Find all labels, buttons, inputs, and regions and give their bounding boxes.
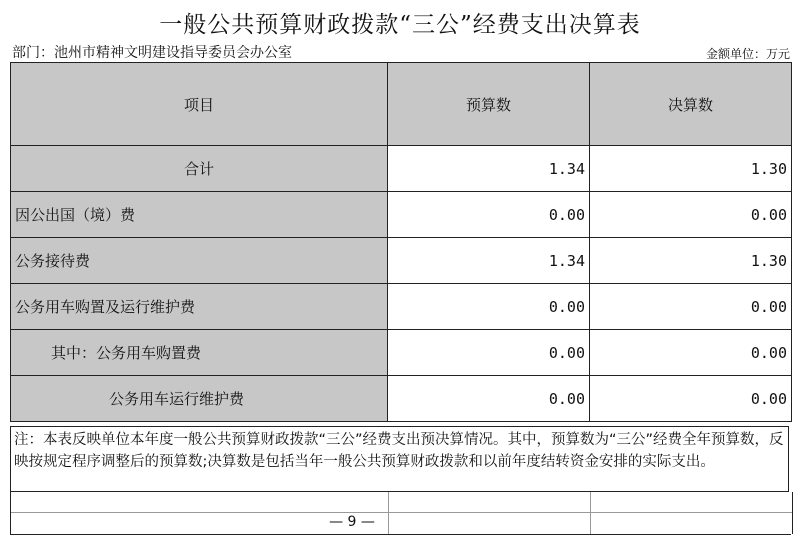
row-final: 1.30 xyxy=(590,238,792,284)
table-row xyxy=(11,284,792,330)
subheader xyxy=(12,44,790,62)
row-final: 0.00 xyxy=(590,284,792,330)
page-title: 一般公共预算财政拨款“三公”经费支出决算表 xyxy=(159,11,641,38)
row-label: 其中：公务用车购置费 xyxy=(11,330,388,376)
table-row xyxy=(11,192,792,238)
row-budget: 0.00 xyxy=(388,284,590,330)
row-final: 1.30 xyxy=(590,146,792,192)
row-label: 因公出国（境）费 xyxy=(11,192,388,238)
row-label: 公务用车购置及运行维护费 xyxy=(11,284,388,330)
department-label: 部门：池州市精神文明建设指导委员会办公室 xyxy=(12,45,292,61)
table-row xyxy=(11,238,792,284)
header-item: 项目 xyxy=(11,63,388,146)
row-final: 0.00 xyxy=(590,330,792,376)
page-number: — 9 — xyxy=(329,514,375,530)
bottom-border xyxy=(10,534,791,535)
table-row-total xyxy=(11,146,792,192)
row-budget: 0.00 xyxy=(388,192,590,238)
row-label: 公务接待费 xyxy=(11,238,388,284)
table-header-row xyxy=(11,63,792,146)
unit-label: 金额单位：万元 xyxy=(705,47,790,61)
header-final: 决算数 xyxy=(590,63,792,146)
row-budget: 0.00 xyxy=(388,376,590,422)
footer-divider xyxy=(11,512,792,513)
row-final: 0.00 xyxy=(590,376,792,422)
row-label: 合计 xyxy=(11,146,388,192)
table-row xyxy=(11,376,792,422)
row-label: 公务用车运行维护费 xyxy=(11,376,388,422)
row-budget: 1.34 xyxy=(388,238,590,284)
expense-table xyxy=(10,62,792,422)
header-budget: 预算数 xyxy=(388,63,590,146)
row-budget: 0.00 xyxy=(388,330,590,376)
footer-area xyxy=(10,492,793,534)
row-final: 0.00 xyxy=(590,192,792,238)
table-row xyxy=(11,330,792,376)
row-budget: 1.34 xyxy=(388,146,590,192)
footer-column-line xyxy=(590,492,591,534)
table-note: 注：本表反映单位本年度一般公共预算财政拨款“三公”经费支出预决算情况。其中，预算数为“三公”经费全年预算数，反映按规定程序调整后的预算数;决算数是包括当年一般公共预算财政拨款和以前年度结转资金安排的实际支出。 xyxy=(10,426,789,492)
